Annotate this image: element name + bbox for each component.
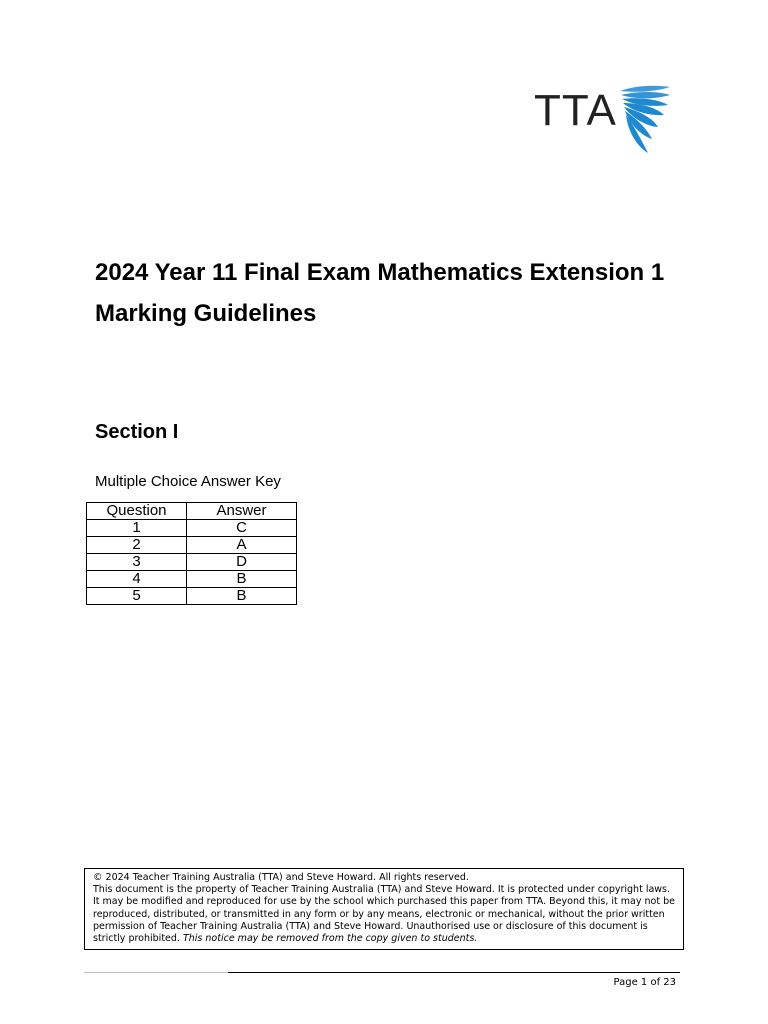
- question-number: 3: [87, 554, 187, 571]
- copyright-italic-note: This notice may be removed from the copy given to students.: [182, 933, 478, 945]
- copyright-body: [93, 884, 678, 945]
- copyright-notice: [84, 868, 684, 950]
- answer-key-table: [86, 502, 297, 605]
- table-header-row: [87, 503, 297, 520]
- document-title: 2024 Year 11 Final Exam Mathematics Extension 1 Marking Guidelines: [95, 259, 665, 327]
- answer-key-caption: Multiple Choice Answer Key: [95, 473, 281, 490]
- table-row: [87, 571, 297, 588]
- question-number: 1: [87, 520, 187, 537]
- answer-letter: D: [187, 554, 297, 571]
- logo-wordmark: TTA: [534, 86, 617, 135]
- tta-logo: [534, 85, 670, 155]
- table-row: [87, 554, 297, 571]
- table-row: [87, 537, 297, 554]
- question-number: 4: [87, 571, 187, 588]
- answer-letter: C: [187, 520, 297, 537]
- answer-letter: B: [187, 588, 297, 605]
- column-header-question: Question: [87, 503, 187, 520]
- table-row: [87, 520, 297, 537]
- column-header-answer: Answer: [187, 503, 297, 520]
- copyright-text: This document is the property of Teacher Training Australia (TTA) and Steve Howard. It is protected under copyright laws. It may be modified and reproduced for use by the school which purchased this paper from TTA. Beyond this, it may not be reproduced, distributed, or transmitted in any form or by any means, electronic or mechanical, without the prior written permission of Teacher Training Australia (TTA) and Steve Howard. Unauthorised use or disclosure of this document is strictly prohibited.: [93, 884, 675, 945]
- footer-divider-accent: [84, 972, 228, 973]
- table-row: [87, 588, 297, 605]
- answer-letter: B: [187, 571, 297, 588]
- question-number: 2: [87, 537, 187, 554]
- question-number: 5: [87, 588, 187, 605]
- feather-wing-icon: [618, 85, 672, 155]
- answer-letter: A: [187, 537, 297, 554]
- copyright-line: © 2024 Teacher Training Australia (TTA) and Steve Howard. All rights reserved.: [93, 872, 469, 883]
- section-heading: Section I: [95, 421, 179, 443]
- page-number: Page 1 of 23: [613, 977, 676, 988]
